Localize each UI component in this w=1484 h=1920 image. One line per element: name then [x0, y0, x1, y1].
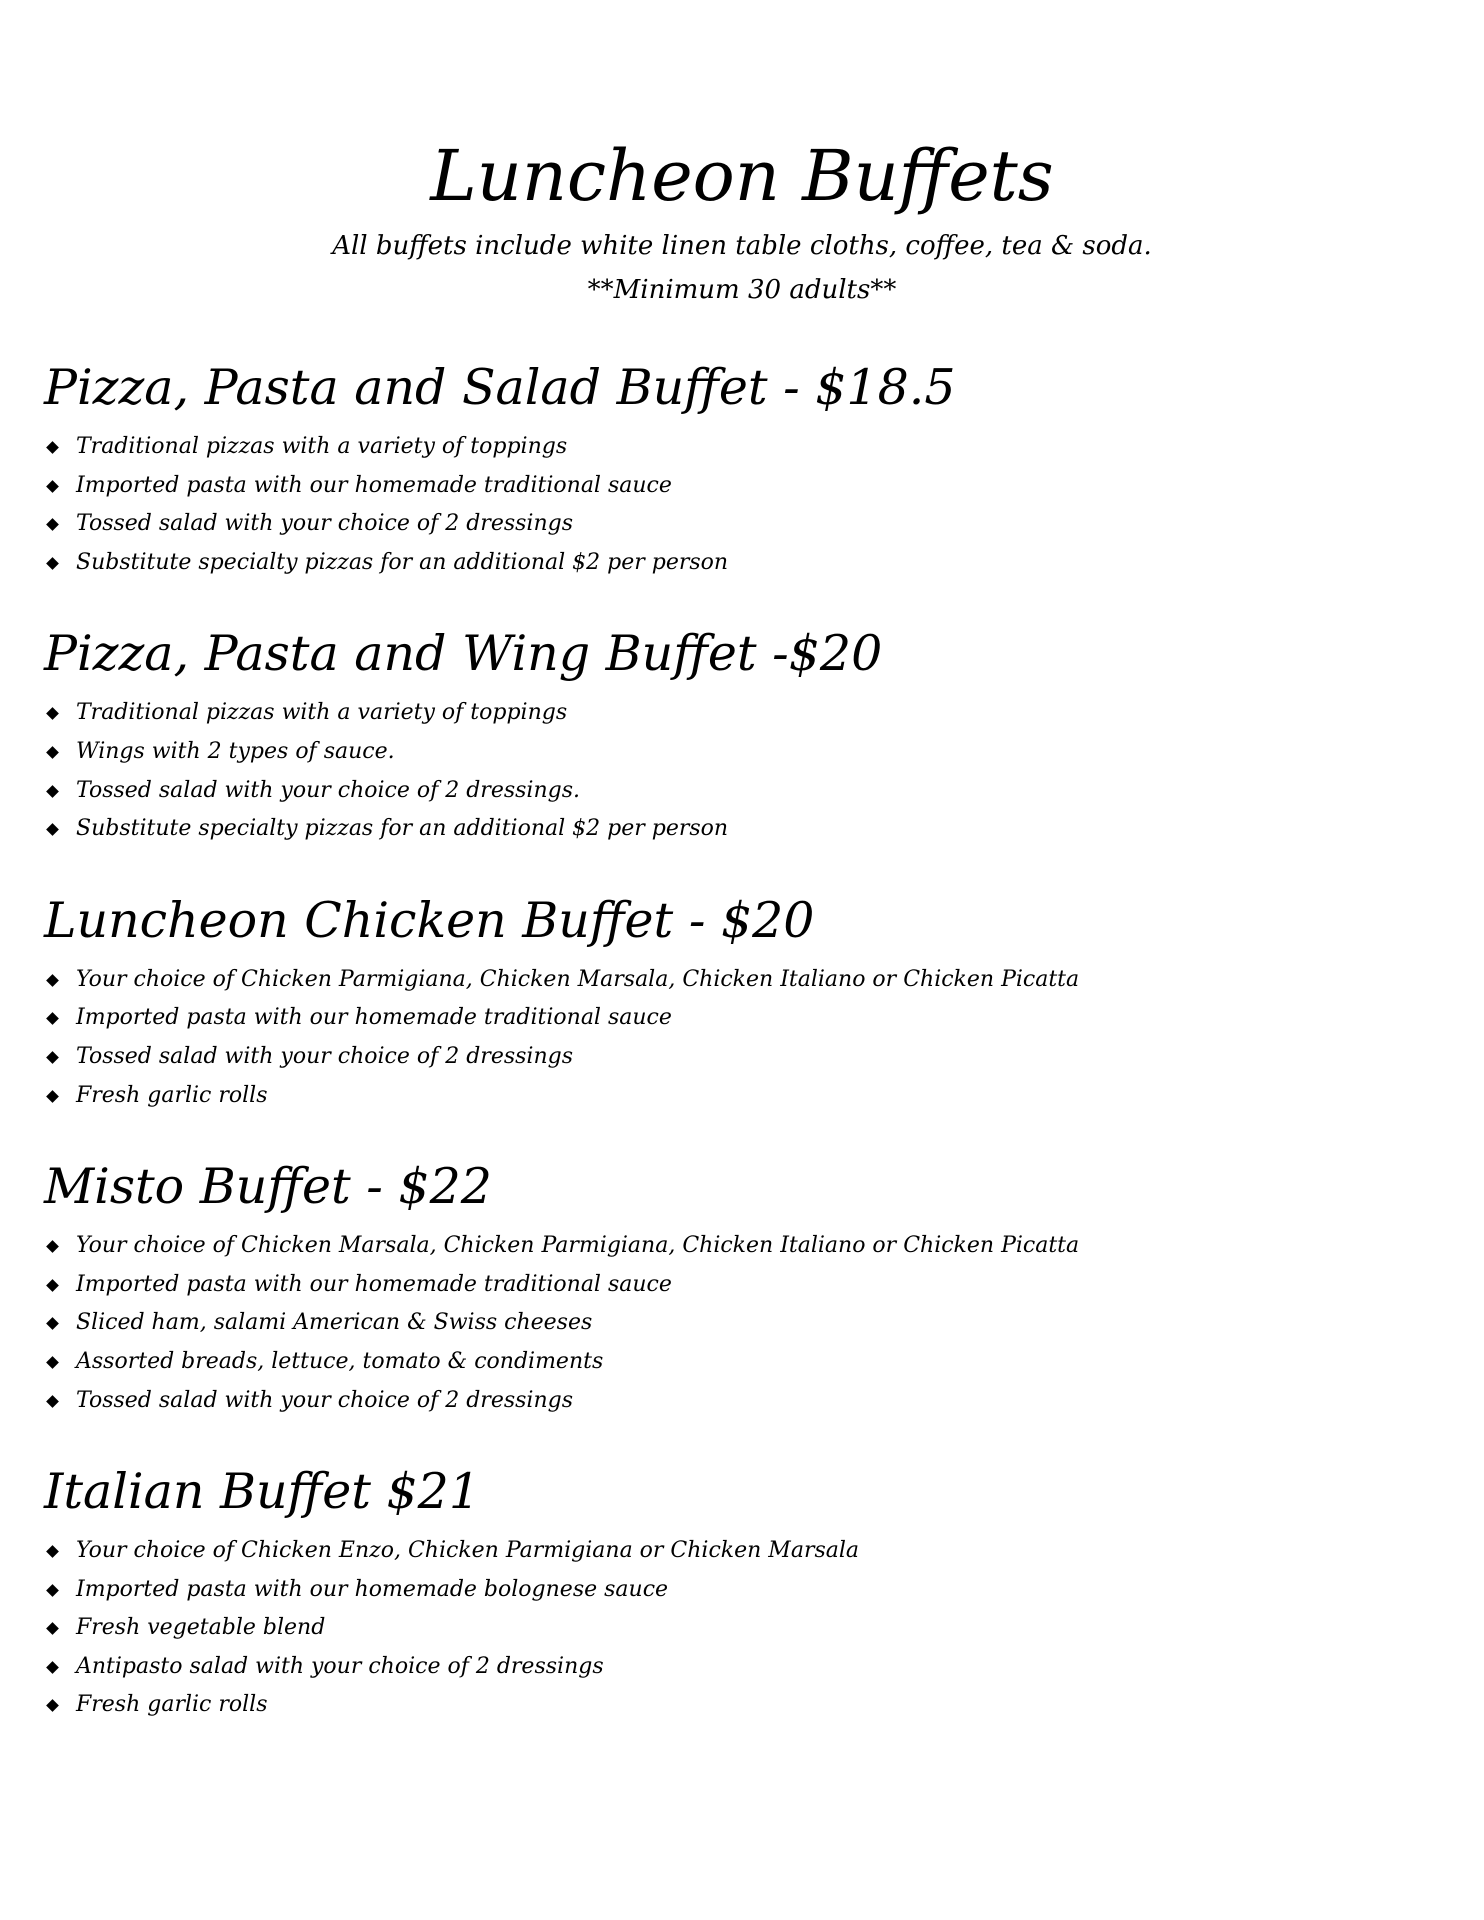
buffet-item-list	[44, 428, 1424, 582]
list-item-text: Imported pasta with our homemade traditional sauce	[76, 1005, 672, 1031]
diamond-bullet-icon	[46, 1622, 59, 1635]
list-item	[44, 1532, 1424, 1571]
list-item	[44, 1382, 1424, 1421]
list-item-text: Wings with 2 types of sauce.	[76, 738, 395, 764]
diamond-bullet-icon	[46, 557, 59, 570]
list-item	[44, 1227, 1424, 1266]
diamond-bullet-icon	[46, 441, 59, 454]
buffet-section	[44, 618, 1424, 848]
list-item	[44, 999, 1424, 1038]
diamond-bullet-icon	[46, 1279, 59, 1292]
list-item	[44, 428, 1424, 467]
list-item	[44, 694, 1424, 733]
diamond-bullet-icon	[46, 518, 59, 531]
buffet-item-list	[44, 1532, 1424, 1725]
list-item	[44, 961, 1424, 1000]
diamond-bullet-icon	[46, 1240, 59, 1253]
list-item-text: Imported pasta with our homemade bolognese sauce	[76, 1576, 669, 1602]
list-item	[44, 1686, 1424, 1725]
list-item	[44, 810, 1424, 849]
diamond-bullet-icon	[46, 1661, 59, 1674]
menu-header	[0, 128, 1484, 312]
list-item	[44, 1571, 1424, 1610]
diamond-bullet-icon	[46, 1356, 59, 1369]
buffet-section	[44, 1456, 1424, 1725]
list-item-text: Imported pasta with our homemade traditional sauce	[76, 472, 672, 498]
buffet-heading: Pizza, Pasta and Salad Buffet - $18.5	[44, 359, 956, 416]
list-item-text: Fresh garlic rolls	[76, 1692, 268, 1718]
list-item-text: Your choice of Chicken Parmigiana, Chicken Marsala, Chicken Italiano or Chicken Picatta	[76, 966, 1080, 992]
buffet-heading: Italian Buffet $21	[44, 1463, 481, 1521]
list-item	[44, 1609, 1424, 1648]
list-item	[44, 544, 1424, 583]
buffet-section	[44, 352, 1424, 582]
list-item	[44, 1304, 1424, 1343]
diamond-bullet-icon	[46, 1012, 59, 1025]
buffet-heading: Misto Buffet - $22	[44, 1158, 492, 1216]
list-item	[44, 467, 1424, 506]
diamond-bullet-icon	[46, 823, 59, 836]
buffet-item-list	[44, 961, 1424, 1115]
page-title: Luncheon Buffets	[430, 135, 1054, 217]
list-item-text: Antipasto salad with your choice of 2 dressings	[76, 1653, 604, 1679]
buffet-item-list	[44, 1227, 1424, 1420]
buffet-item-list	[44, 694, 1424, 848]
diamond-bullet-icon	[46, 1051, 59, 1064]
buffet-sections	[44, 352, 1424, 1761]
list-item-text: Substitute specialty pizzas for an additional $2 per person	[76, 549, 729, 575]
diamond-bullet-icon	[46, 785, 59, 798]
list-item-text: Tossed salad with your choice of 2 dressings.	[76, 777, 580, 803]
diamond-bullet-icon	[46, 1090, 59, 1103]
list-item-text: Traditional pizzas with a variety of toppings	[76, 434, 568, 459]
list-item-text: Tossed salad with your choice of 2 dressings	[76, 1387, 573, 1413]
list-item	[44, 1077, 1424, 1116]
list-item-text: Imported pasta with our homemade traditional sauce	[76, 1271, 672, 1297]
diamond-bullet-icon	[46, 480, 59, 493]
list-item-text: Fresh vegetable blend	[76, 1615, 326, 1641]
buffet-inclusions-note: All buffets include white linen table cloths, coffee, tea & soda.	[332, 231, 1152, 261]
diamond-bullet-icon	[46, 1545, 59, 1558]
list-item	[44, 1648, 1424, 1687]
list-item	[44, 772, 1424, 811]
diamond-bullet-icon	[46, 746, 59, 759]
buffet-section	[44, 885, 1424, 1115]
buffet-heading: Luncheon Chicken Buffet - $20	[44, 891, 815, 949]
list-item-text: Traditional pizzas with a variety of toppings	[76, 700, 568, 726]
diamond-bullet-icon	[46, 1584, 59, 1597]
list-item-text: Substitute specialty pizzas for an additional $2 per person	[76, 816, 729, 842]
list-item	[44, 1343, 1424, 1382]
minimum-guests-note: **Minimum 30 adults**	[587, 275, 897, 305]
list-item	[44, 1266, 1424, 1305]
list-item-text: Tossed salad with your choice of 2 dressings	[76, 1043, 573, 1069]
list-item	[44, 733, 1424, 772]
list-item-text: Assorted breads, lettuce, tomato & condiments	[76, 1348, 604, 1374]
list-item-text: Fresh garlic rolls	[76, 1082, 268, 1108]
list-item-text: Your choice of Chicken Marsala, Chicken Parmigiana, Chicken Italiano or Chicken Picatta	[76, 1233, 1080, 1259]
list-item	[44, 505, 1424, 544]
list-item-text: Tossed salad with your choice of 2 dressings	[76, 511, 573, 537]
diamond-bullet-icon	[46, 1317, 59, 1330]
diamond-bullet-icon	[46, 1700, 59, 1713]
list-item-text: Sliced ham, salami American & Swiss cheeses	[76, 1310, 593, 1336]
buffet-heading: Pizza, Pasta and Wing Buffet -$20	[44, 625, 883, 683]
list-item	[44, 1038, 1424, 1077]
diamond-bullet-icon	[46, 1395, 59, 1408]
list-item-text: Your choice of Chicken Enzo, Chicken Parmigiana or Chicken Marsala	[76, 1538, 860, 1564]
buffet-section	[44, 1151, 1424, 1420]
diamond-bullet-icon	[46, 708, 59, 721]
diamond-bullet-icon	[46, 974, 59, 987]
